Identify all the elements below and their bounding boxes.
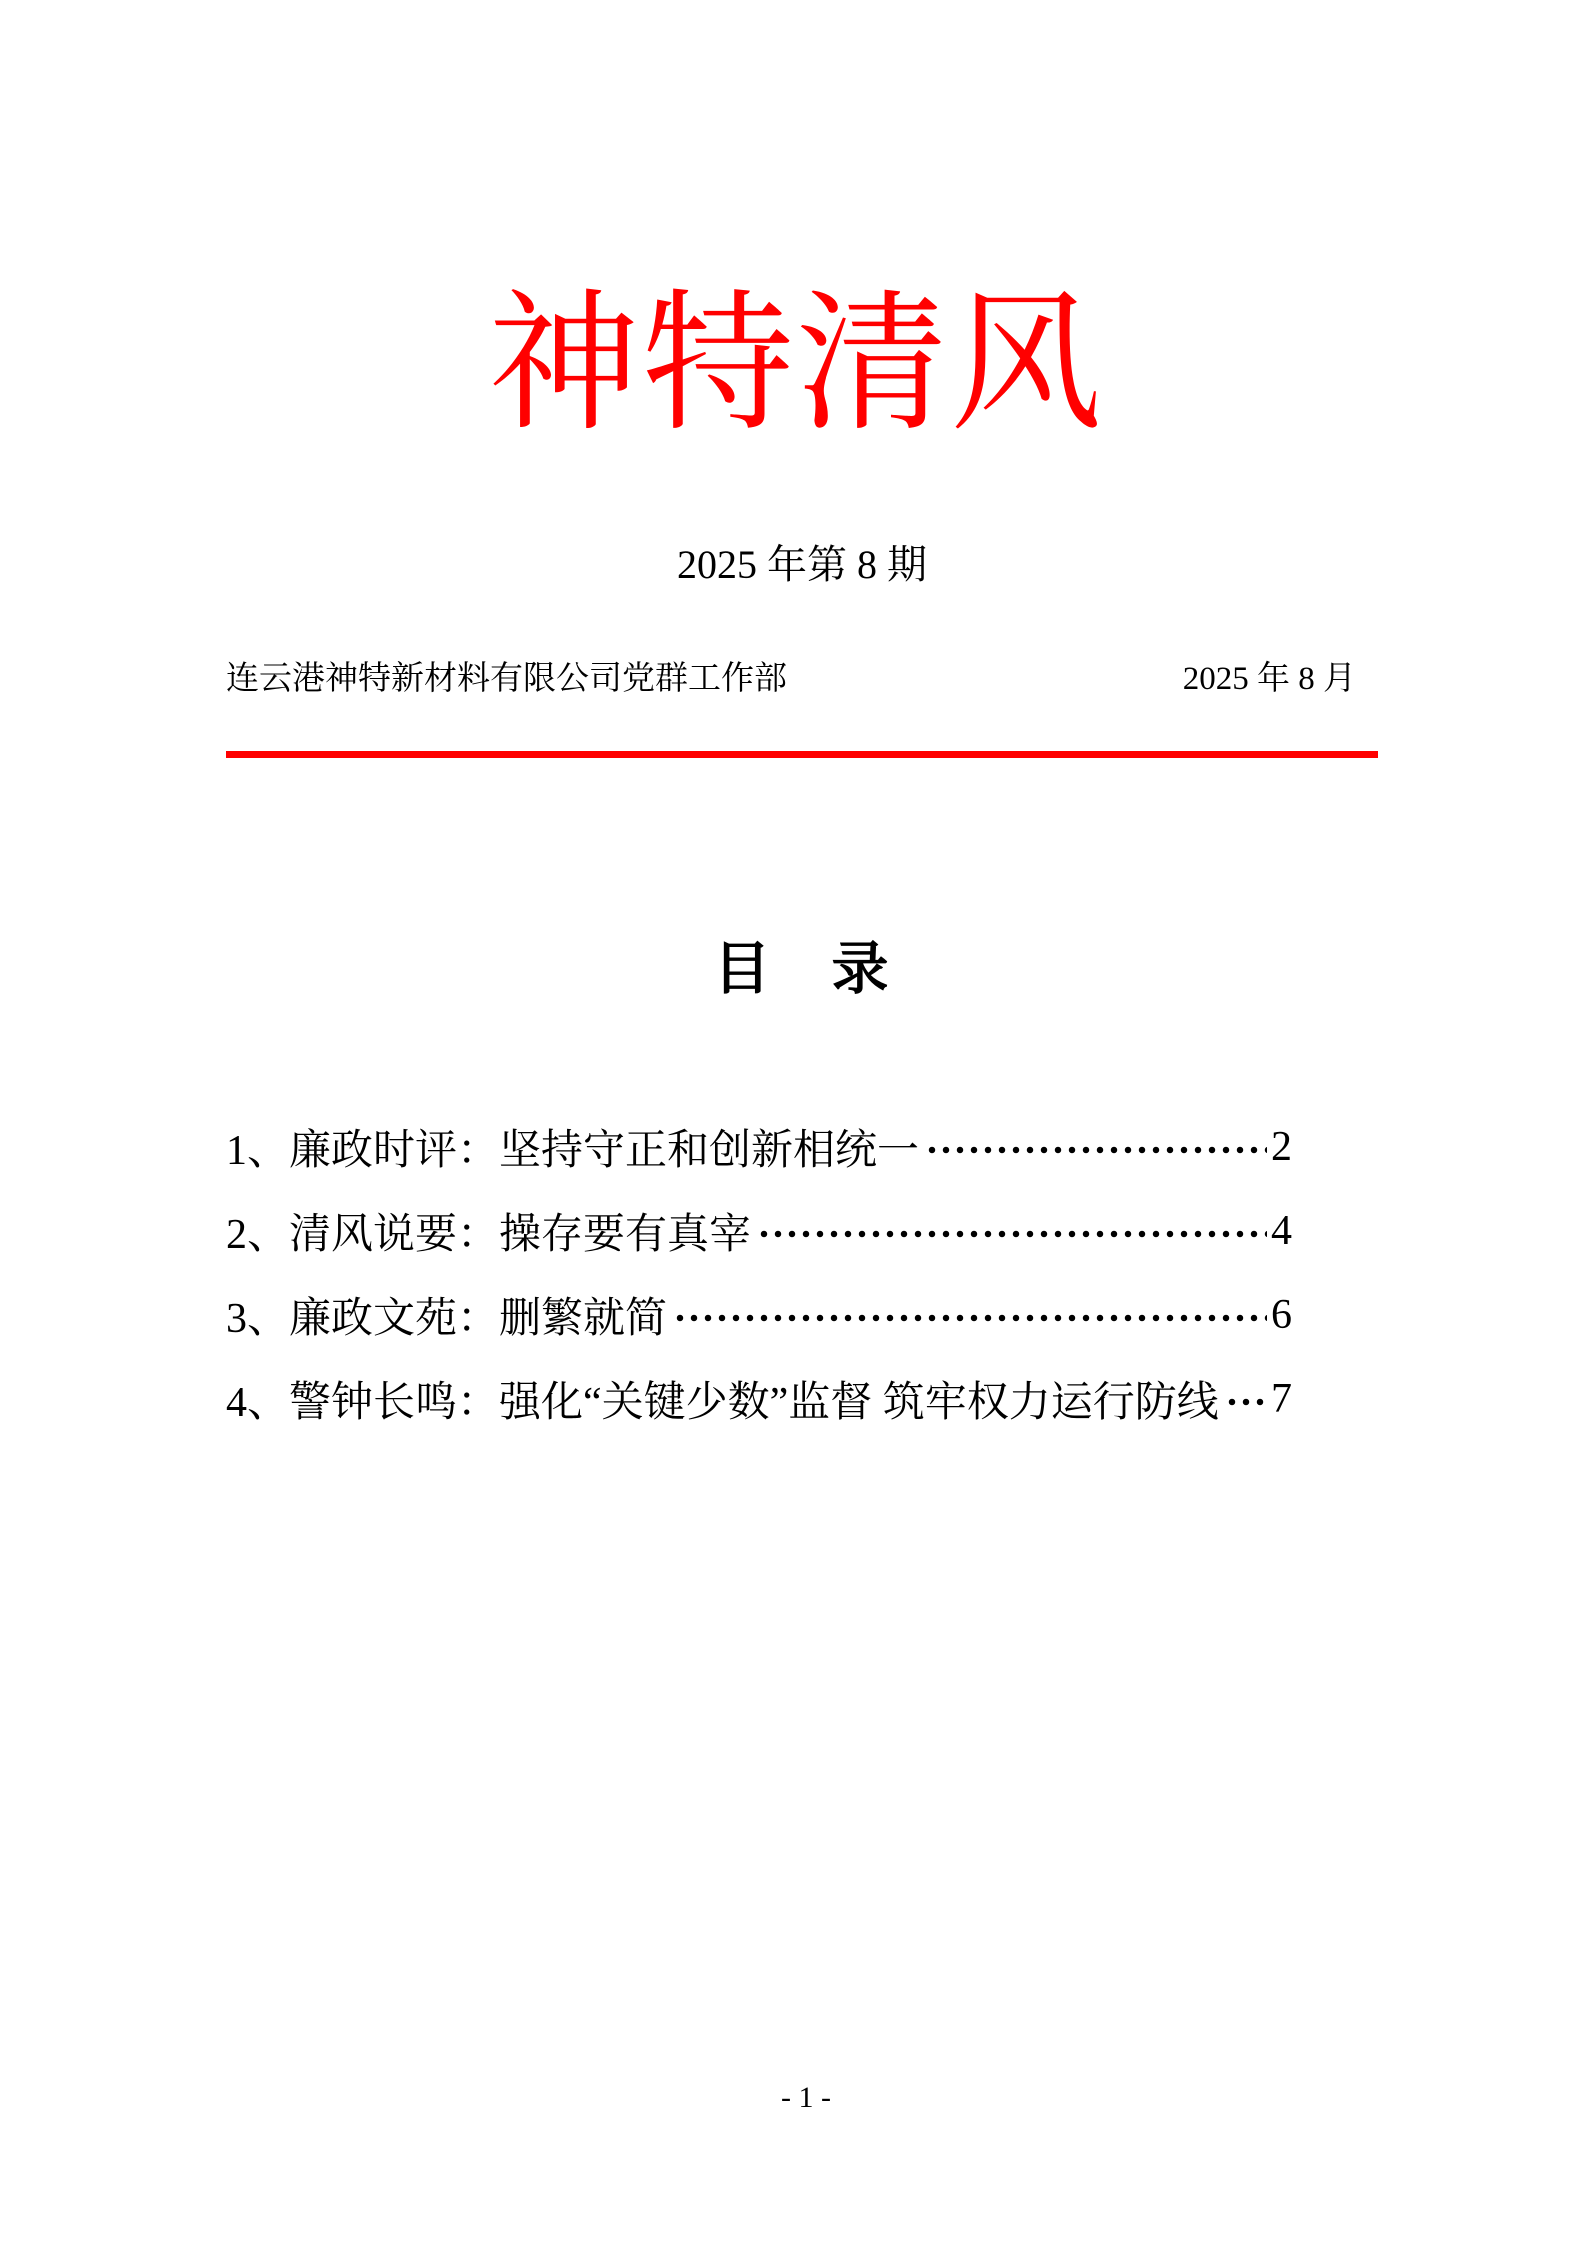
toc-item-4 bbox=[226, 1357, 1292, 1441]
newsletter-title: 神特清风 bbox=[488, 281, 1104, 449]
dot-leader bbox=[673, 1310, 1267, 1326]
toc-item-page-number: 7 bbox=[1271, 1376, 1292, 1422]
dot-leader bbox=[1225, 1394, 1267, 1410]
toc-item-page-number: 6 bbox=[1271, 1292, 1292, 1338]
toc-item-label: 2、清风说要：操存要有真宰 bbox=[226, 1212, 752, 1258]
toc-item-3 bbox=[226, 1273, 1292, 1357]
dot-leader bbox=[925, 1142, 1267, 1158]
toc-list bbox=[226, 1105, 1292, 1441]
red-divider-rule bbox=[226, 751, 1378, 758]
page-number-footer: - 1 - bbox=[781, 2081, 831, 2114]
toc-item-page-number: 2 bbox=[1271, 1124, 1292, 1170]
dot-leader bbox=[757, 1226, 1267, 1242]
publisher-name: 连云港神特新材料有限公司党群工作部 bbox=[226, 661, 787, 697]
issue-number-line: 2025 年第 8 期 bbox=[677, 542, 927, 587]
toc-item-1 bbox=[226, 1105, 1292, 1189]
toc-item-page-number: 4 bbox=[1271, 1208, 1292, 1254]
toc-item-label: 4、警钟长鸣：强化“关键少数”监督 筑牢权力运行防线 bbox=[226, 1380, 1219, 1426]
toc-item-label: 1、廉政时评：坚持守正和创新相统一 bbox=[226, 1128, 920, 1174]
publication-date: 2025 年 8 月 bbox=[1182, 661, 1356, 697]
toc-item-2 bbox=[226, 1189, 1292, 1273]
publisher-row bbox=[226, 656, 1378, 702]
toc-item-label: 3、廉政文苑：删繁就简 bbox=[226, 1296, 668, 1342]
toc-heading: 目 录 bbox=[713, 938, 891, 1001]
